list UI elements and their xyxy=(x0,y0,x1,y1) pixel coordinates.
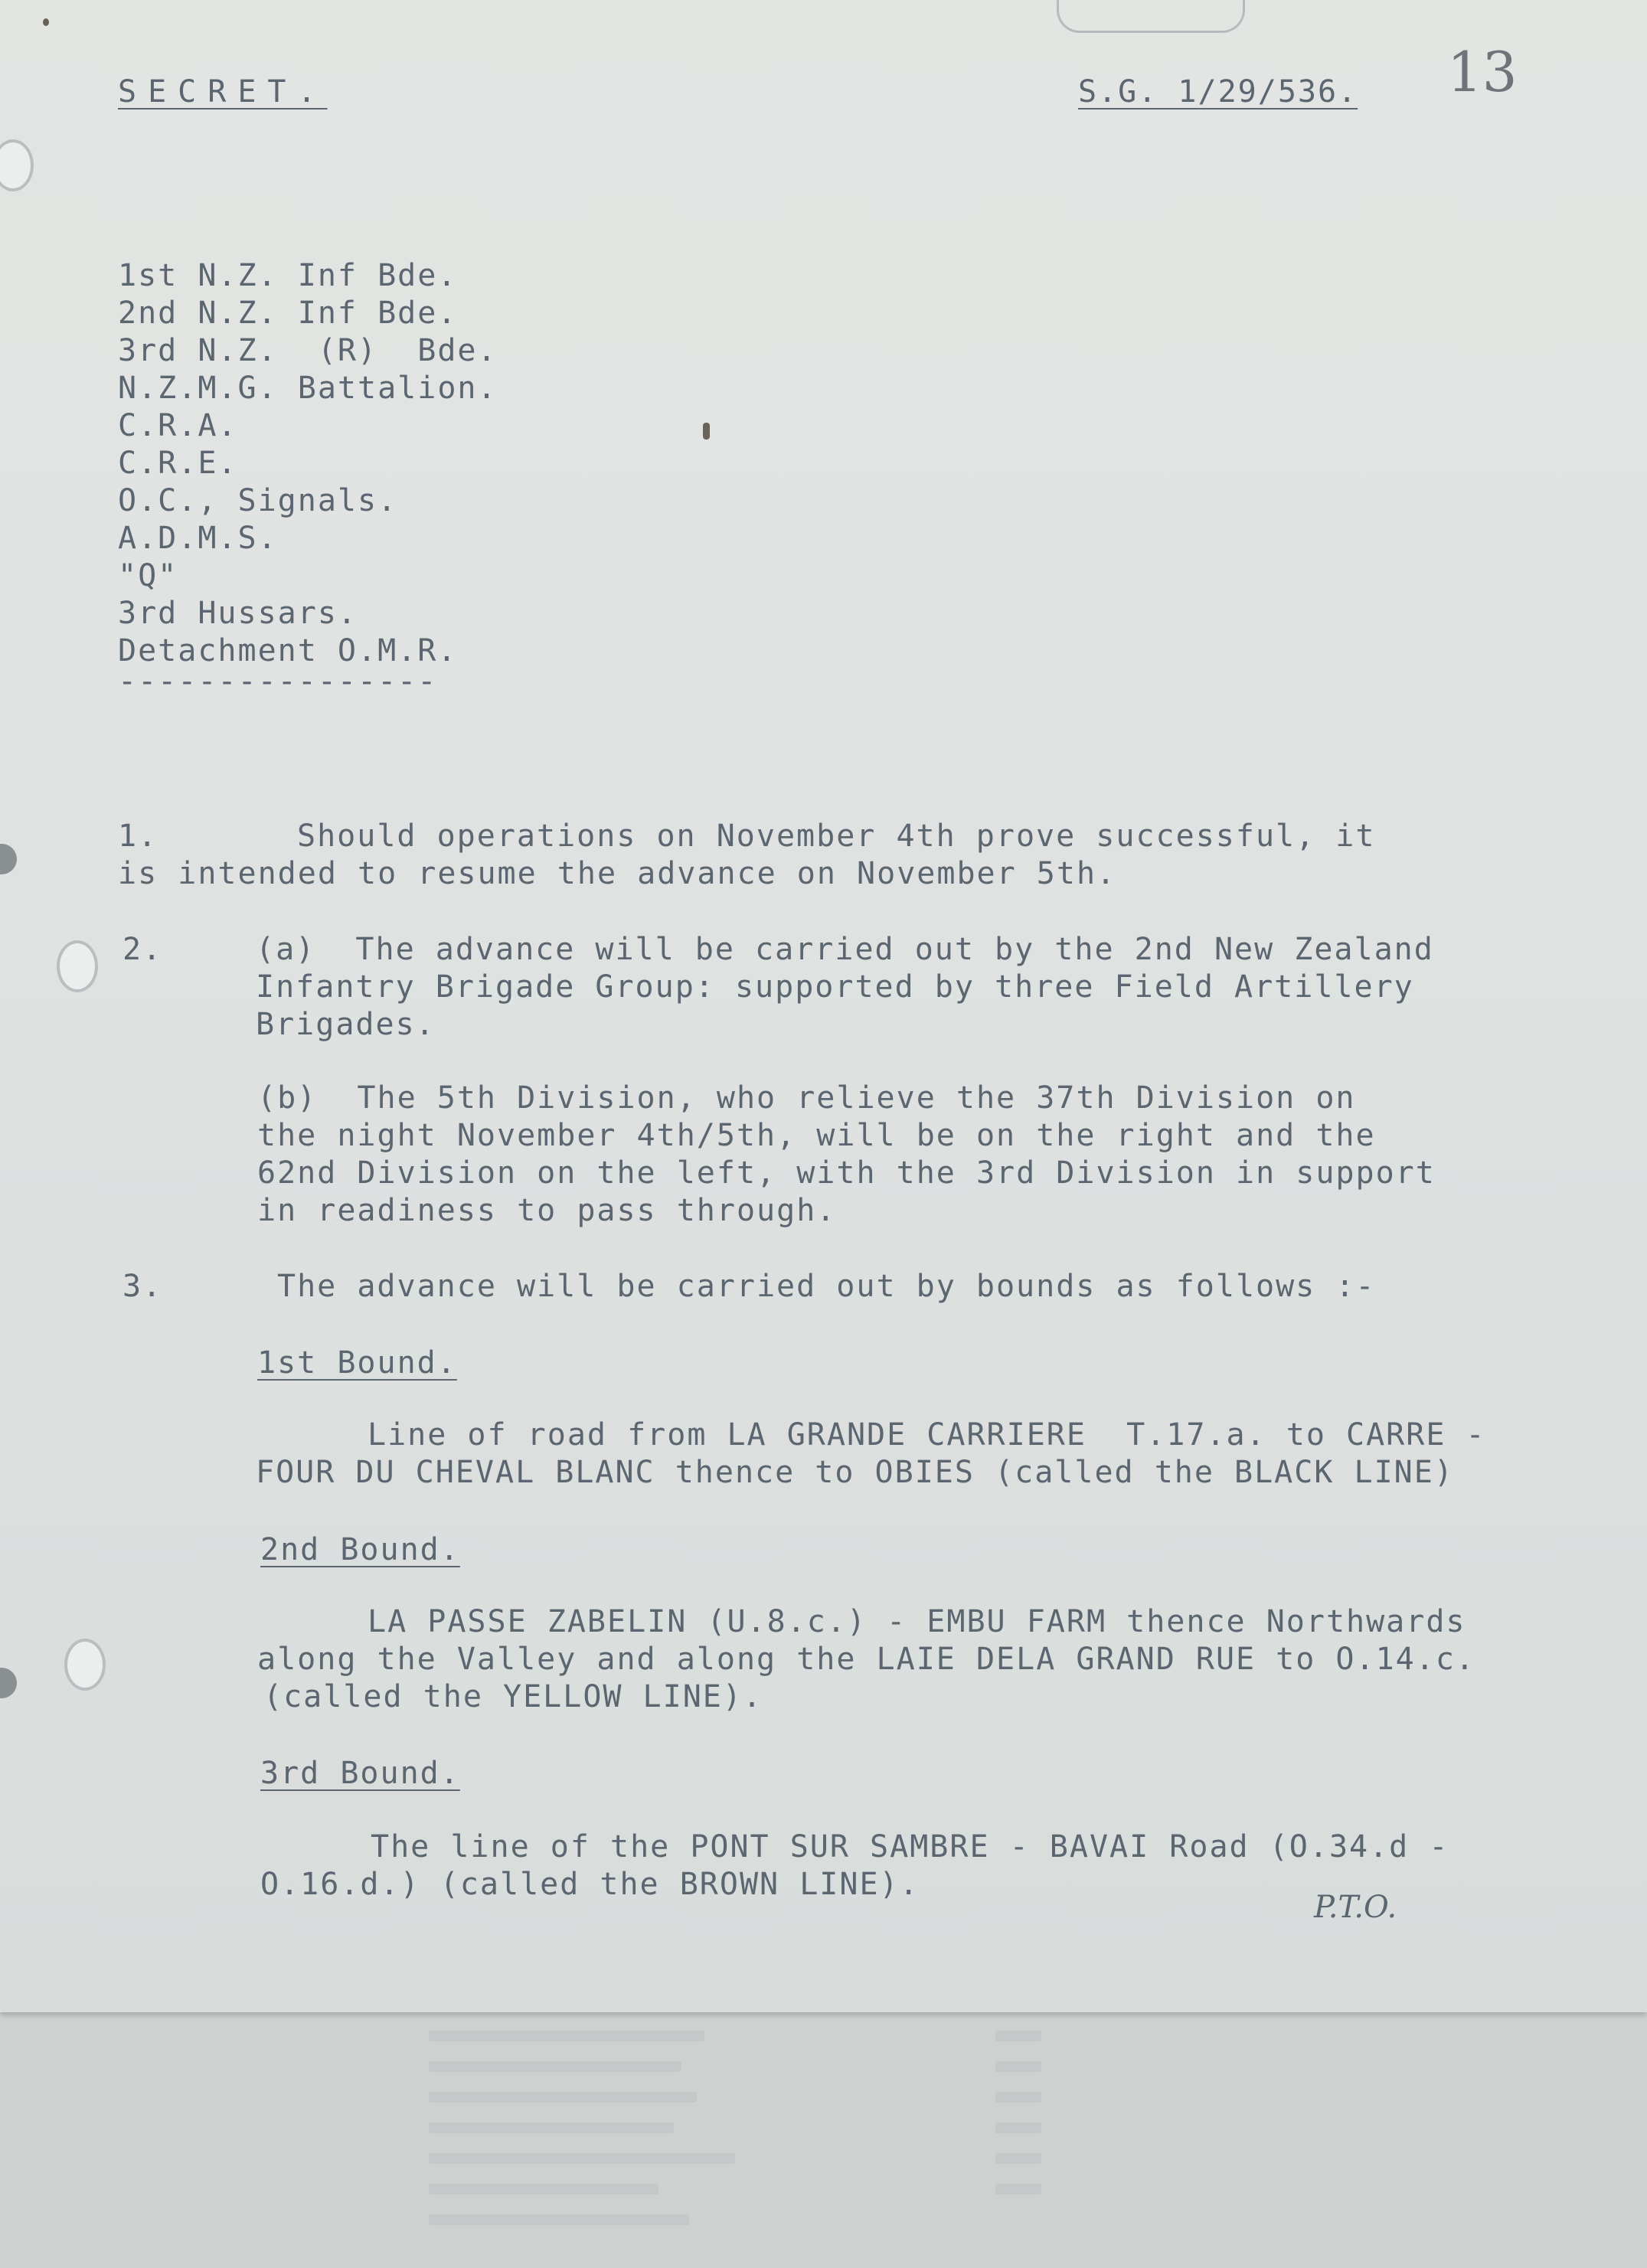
paragraph-line: Infantry Brigade Group: supported by three Field Artillery xyxy=(256,969,1414,1005)
addressee: C.R.A. xyxy=(118,408,238,443)
addressee: 2nd N.Z. Inf Bde. xyxy=(118,296,458,331)
show-through-line xyxy=(429,2214,689,2225)
classification-heading: SECRET. xyxy=(118,74,328,109)
addressee: 3rd Hussars. xyxy=(118,596,358,631)
bound-line: Line of road from LA GRANDE CARRIERE T.17.a. to CARRE - xyxy=(368,1417,1486,1453)
ink-speck xyxy=(43,18,49,26)
ink-speck xyxy=(703,423,710,440)
addressee: O.C., Signals. xyxy=(118,483,398,518)
bound-heading: 3rd Bound. xyxy=(260,1756,460,1791)
show-through-line xyxy=(995,2031,1041,2041)
paragraph-line: the night November 4th/5th, will be on the right and the xyxy=(257,1118,1376,1153)
punch-hole xyxy=(57,940,98,992)
addressee: "Q" xyxy=(118,558,178,593)
paragraph-line: (a) The advance will be carried out by the 2nd New Zealand xyxy=(256,932,1434,967)
bound-line: LA PASSE ZABELIN (U.8.c.) - EMBU FARM thence Northwards xyxy=(368,1604,1466,1639)
paragraph-line: is intended to resume the advance on November 5th. xyxy=(118,856,1117,891)
addressee: A.D.M.S. xyxy=(118,521,278,556)
binding-tag xyxy=(0,844,17,874)
bound-line: O.16.d.) (called the BROWN LINE). xyxy=(260,1867,920,1902)
show-through-line xyxy=(995,2092,1041,2103)
underlying-sheet xyxy=(0,2012,1647,2268)
show-through-line xyxy=(429,2031,704,2041)
addressee: C.R.E. xyxy=(118,446,238,481)
punch-hole xyxy=(64,1639,106,1691)
paragraph-number: 2. xyxy=(123,932,163,967)
bound-line: FOUR DU CHEVAL BLANC thence to OBIES (called the BLACK LINE) xyxy=(256,1455,1454,1490)
paragraph-number: 3. xyxy=(123,1269,163,1304)
show-through-line xyxy=(995,2153,1041,2164)
addressee-rule: ---------------- xyxy=(118,664,438,699)
paragraph-line: Should operations on November 4th prove successful, it xyxy=(297,819,1376,854)
paragraph-line: The advance will be carried out by bounds as follows :- xyxy=(277,1269,1376,1304)
pencil-mark xyxy=(1057,0,1245,33)
show-through-line xyxy=(429,2123,674,2133)
binding-tag xyxy=(0,1668,17,1698)
punch-hole xyxy=(0,139,34,191)
paragraph-line: in readiness to pass through. xyxy=(257,1193,837,1228)
please-turn-over: P.T.O. xyxy=(1314,1890,1397,1925)
bound-line: (called the YELLOW LINE). xyxy=(263,1679,763,1714)
paragraph-line: (b) The 5th Division, who relieve the 37th Division on xyxy=(257,1080,1356,1116)
file-reference: S.G. 1/29/536. xyxy=(1078,74,1358,109)
bound-heading: 2nd Bound. xyxy=(260,1532,460,1567)
bound-line: The line of the PONT SUR SAMBRE - BAVAI Road (O.34.d - xyxy=(371,1829,1449,1864)
show-through-line xyxy=(995,2123,1041,2133)
addressee: 1st N.Z. Inf Bde. xyxy=(118,258,458,293)
show-through-line xyxy=(429,2061,681,2072)
bound-line: along the Valley and along the LAIE DELA GRAND RUE to O.14.c. xyxy=(257,1642,1476,1677)
bound-heading: 1st Bound. xyxy=(257,1345,457,1381)
addressee: Detachment O.M.R. xyxy=(118,633,458,668)
paragraph-number: 1. xyxy=(118,819,158,854)
paragraph-line: Brigades. xyxy=(256,1007,436,1042)
show-through-line xyxy=(995,2184,1041,2194)
show-through-line xyxy=(429,2153,735,2164)
addressee: 3rd N.Z. (R) Bde. xyxy=(118,333,498,368)
addressee: N.Z.M.G. Battalion. xyxy=(118,371,498,406)
paragraph-line: 62nd Division on the left, with the 3rd Division in support xyxy=(257,1155,1436,1191)
show-through-line xyxy=(995,2061,1041,2072)
page-number: 13 xyxy=(1447,40,1518,104)
show-through-line xyxy=(429,2092,697,2103)
show-through-line xyxy=(429,2184,658,2194)
